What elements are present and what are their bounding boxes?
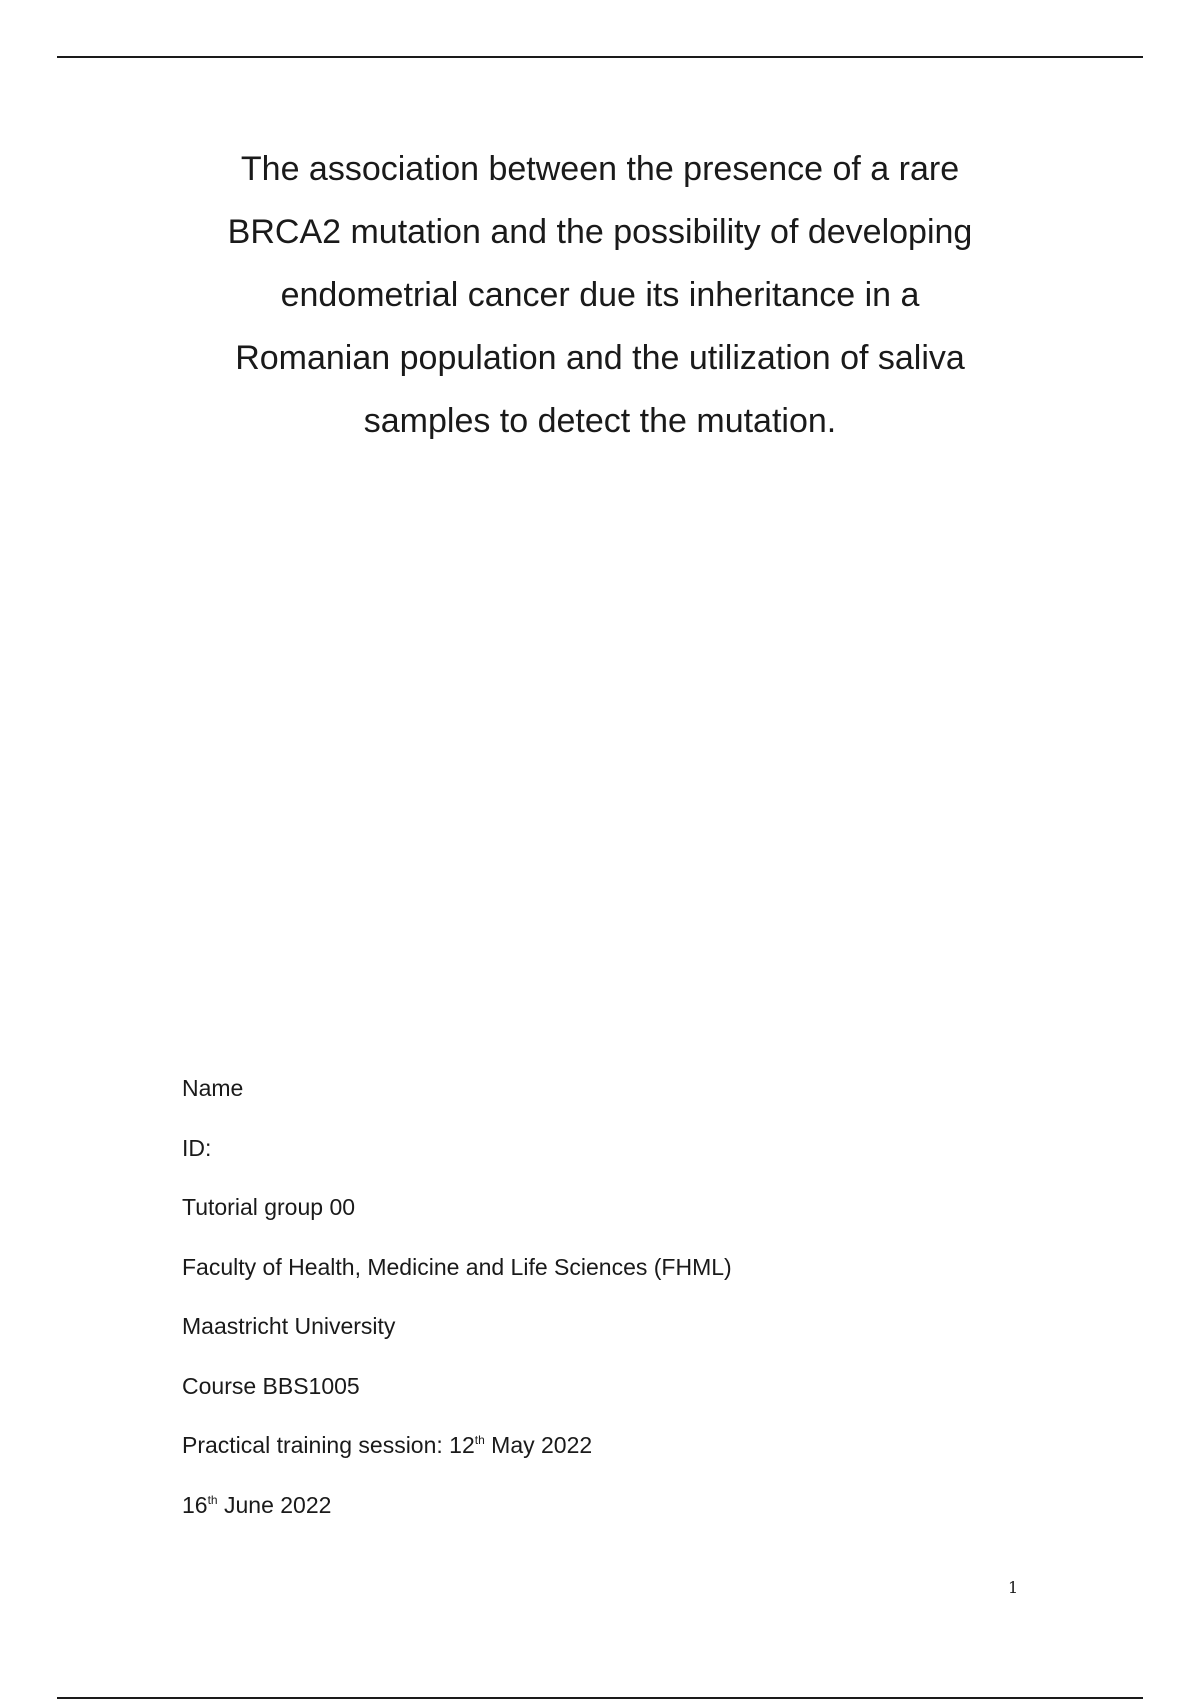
practical-session-text: Practical training session: 12 [182, 1432, 475, 1458]
page-number: 1 [1008, 1578, 1019, 1597]
title-line: endometrial cancer due its inheritance in a [280, 276, 920, 314]
title-line: The association between the presence of a rare [240, 150, 960, 188]
top-rule [57, 56, 1143, 58]
name-line: Name [182, 1075, 244, 1101]
title-line: BRCA2 mutation and the possibility of developing [227, 213, 973, 251]
document-title [180, 138, 1020, 453]
title-line: samples to detect the mutation. [363, 402, 837, 440]
ordinal-suffix: th [207, 1492, 218, 1507]
bottom-rule [57, 1697, 1143, 1699]
practical-session-line [182, 1429, 982, 1489]
faculty-line: Faculty of Health, Medicine and Life Sciences (FHML) [182, 1253, 732, 1280]
submission-day: 16 [182, 1491, 208, 1518]
author-details [182, 1072, 982, 1548]
ordinal-suffix: th [474, 1433, 485, 1447]
submission-month-year: June 2022 [217, 1491, 332, 1518]
tutorial-group-line: Tutorial group 00 [182, 1194, 356, 1220]
practical-session-date: May 2022 [484, 1432, 593, 1458]
submission-date-line [182, 1489, 982, 1549]
id-line: ID: [182, 1134, 212, 1161]
title-line: Romanian population and the utilization of saliva [235, 339, 965, 377]
university-line: Maastricht University [182, 1313, 396, 1339]
course-line: Course BBS1005 [182, 1372, 360, 1399]
